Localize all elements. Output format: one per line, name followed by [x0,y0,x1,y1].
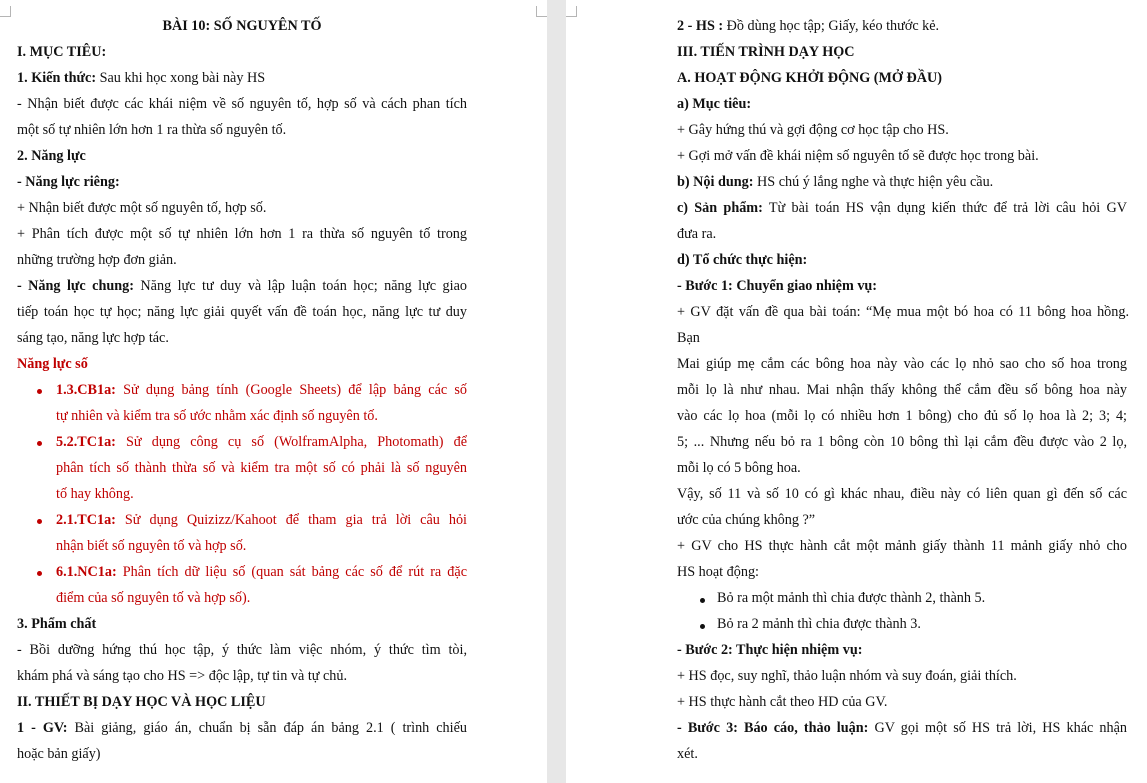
subheading-muc-tieu: a) Mục tiêu: [677,96,752,112]
text-line: + GV cho HS thực hành cắt một mảnh giấy thành 11 mảnh giấy nhỏ cho [677,538,1127,554]
bullet-icon [37,571,42,576]
text-line: - Nhận biết được các khái niệm về số nguyên tố, hợp số và cách phan tích [17,96,467,112]
text-line: đưa ra. [677,226,717,242]
list-item: 1.3.CB1a: Sử dụng bảng tính (Google Sheets) để lập bảng các số [56,382,467,398]
text-line: HS hoạt động: [677,564,759,580]
text-line: - Bước 3: Báo cáo, thảo luận: GV gọi một số HS trả lời, HS khác nhận [677,720,1127,736]
text-line: + Nhận biết được một số nguyên tố, hợp số. [17,200,267,216]
heading-hoat-dong: A. HOẠT ĐỘNG KHỞI ĐỘNG (MỞ ĐẦU) [677,70,942,86]
text-line: - Năng lực chung: Năng lực tư duy và lập luận toán học; năng lực giao [17,278,467,294]
subheading-nang-luc-rieng: - Năng lực riêng: [17,174,120,190]
list-item: 6.1.NC1a: Phân tích dữ liệu số (quan sát bảng các số để rút ra đặc [56,564,467,580]
text-line: Bạn [677,330,700,346]
text-line: 5; ... Nhưng nếu bỏ ra 1 bông còn 10 bông thì lại cắm đều được vào 2 lọ, [677,434,1127,450]
page-corner-mark [566,6,577,17]
text-line: 1 - GV: Bài giảng, giáo án, chuẩn bị sẵn đáp án bảng 2.1 ( trình chiếu [17,720,467,736]
document-page-left [0,0,547,783]
text-line: Vậy, số 11 và số 10 có gì khác nhau, điều này có liên quan gì đến số các [677,486,1127,502]
heading-pham-chat: 3. Phẩm chất [17,616,97,632]
text-line: mỗi lọ có 5 bông hoa. [677,460,801,476]
heading-muc-tieu: I. MỤC TIÊU: [17,44,107,60]
bullet-icon [37,519,42,524]
text-line: một số tự nhiên lớn hơn 1 ra thừa số nguyên tố. [17,122,287,138]
text-line: ước của chúng không ?” [677,512,816,528]
subheading-to-chuc: d) Tổ chức thực hiện: [677,252,808,268]
text-line: khám phá và sáng tạo cho HS => độc lập, tự tin và tự chủ. [17,668,348,684]
list-item: Bỏ ra một mảnh thì chia được thành 2, thành 5. [717,590,986,606]
text-line: 1. Kiến thức: Sau khi học xong bài này HS [17,70,266,86]
text-line: mỗi lọ là như nhau. Mai nhận thấy không thể cắm đều số bông hoa này [677,382,1127,398]
text-line: sáng tạo, năng lực hợp tác. [17,330,169,346]
text-line: + HS thực hành cắt theo HD của GV. [677,694,888,710]
text-line: + Gây hứng thú và gợi động cơ học tập cho HS. [677,122,949,138]
heading-tien-trinh: III. TIẾN TRÌNH DẠY HỌC [677,44,855,60]
bullet-icon [37,441,42,446]
list-item-cont: tự nhiên và kiểm tra số ước nhằm xác định số nguyên tố. [56,408,378,424]
bullet-icon [700,624,705,629]
list-item: 5.2.TC1a: Sử dụng công cụ số (WolframAlpha, Photomath) để [56,434,467,450]
text-line: vào các lọ hoa (mỗi lọ có nhiều hơn 1 bông) cho đủ số lọ hoa là 2; 3; 4; [677,408,1127,424]
lesson-title: BÀI 10: SỐ NGUYÊN TỐ [162,18,322,34]
text-line: những trường hợp đơn giản. [17,252,177,268]
text-line: tiếp toán học tự học; năng lực giải quyết vấn đề toán học, năng lực tư duy [17,304,467,320]
list-item-cont: tố hay không. [56,486,134,502]
heading-nang-luc: 2. Năng lực [17,148,86,164]
text-line: Mai giúp mẹ cắm các bông hoa này vào các lọ nhỏ sao cho số hoa trong [677,356,1127,372]
heading-nang-luc-so: Năng lực số [17,356,88,372]
text-line: - Bồi dưỡng hứng thú học tập, ý thức làm việc nhóm, ý thức tìm tòi, [17,642,467,658]
bullet-icon [700,598,705,603]
step-1-heading: - Bước 1: Chuyển giao nhiệm vụ: [677,278,878,294]
heading-thiet-bi: II. THIẾT BỊ DẠY HỌC VÀ HỌC LIỆU [17,694,266,710]
document-page-right [566,0,1147,783]
list-item: Bỏ ra 2 mảnh thì chia được thành 3. [717,616,921,632]
text-line: c) Sản phẩm: Từ bài toán HS vận dụng kiến thức để trả lời câu hỏi GV [677,200,1127,216]
list-item-cont: điểm của số nguyên tố và hợp số). [56,590,251,606]
text-line: 2 - HS : Đồ dùng học tập; Giấy, kéo thước kẻ. [677,18,940,34]
step-2-heading: - Bước 2: Thực hiện nhiệm vụ: [677,642,863,658]
list-item-cont: phân tích số thành thừa số và kiểm tra một số có phải là số nguyên [56,460,467,476]
list-item: 2.1.TC1a: Sử dụng Quizizz/Kahoot để tham gia trả lời câu hỏi [56,512,467,528]
text-line: + GV đặt vấn đề qua bài toán: “Mẹ mua một bó hoa có 11 bông hoa hồng. [677,304,1129,320]
text-line: + Phân tích được một số tự nhiên lớn hơn 1 ra thừa số nguyên tố trong [17,226,467,242]
text-line: + HS đọc, suy nghĩ, thảo luận nhóm và suy đoán, giải thích. [677,668,1017,684]
page-corner-mark [536,6,547,17]
text-line: hoặc bản giấy) [17,746,101,762]
text-line: b) Nội dung: HS chú ý lắng nghe và thực hiện yêu cầu. [677,174,994,190]
list-item-cont: nhận biết số nguyên tố và hợp số. [56,538,247,554]
bullet-icon [37,389,42,394]
text-line: + Gợi mở vấn đề khái niệm số nguyên tố sẽ được học trong bài. [677,148,1039,164]
text-line: xét. [677,746,698,762]
